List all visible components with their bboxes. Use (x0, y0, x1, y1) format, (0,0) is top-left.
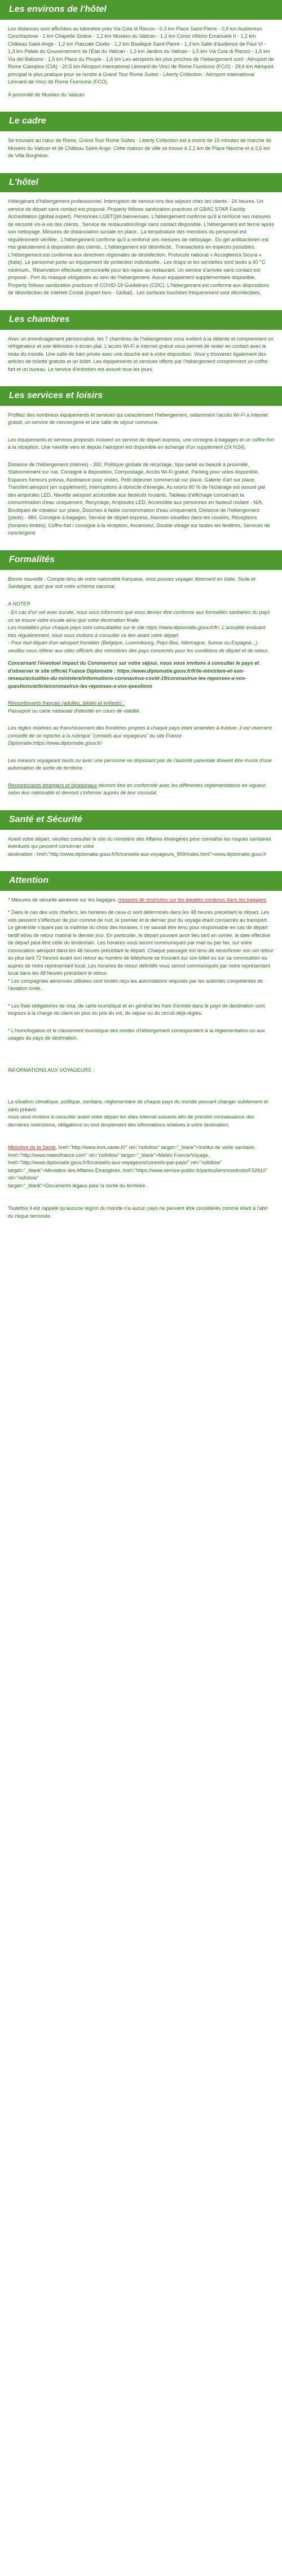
section-formalites (0, 570, 282, 810)
formalites-border-rules-text: Les règles relatives au franchissement des frontières propres à chaque pays étant amenées à évoluer, il est vivement conseillé de se reporter à la rubrique "conseils aux voyageurs" du site France Diplomatie:https://www.diplomatie.gouv.fr/ (8, 725, 272, 746)
attention-terrorism-text: Toutefois il est rappelé qu'aucune région du monde n'a aucun pays ne peuvent être considérés comme étant à l'abri du risque terroriste. (8, 1205, 268, 1219)
section-title-sante: Santé et Sécurité (0, 810, 282, 830)
formalites-coronavirus-text: Concernant l'éventuel impact du Coronavirus sur votre séjour, nous vous invitons à consulter le pays et d'observer le site officiel France Diplomatie : https://www.diplomatie.gouv.fr/fr/le-ministere-et-son-reseau/actualites-du-ministere/informations-coronavirus-covid-19/coronavirus-les-reponses-a-vos-questions/article/coronavirus-les-reponses-a-vos-questions (8, 660, 259, 689)
services-list-text: Distance de l'hébergement (mètres) - 300, Politique globale de recyclage, Spa santé ou beauté à proximité, Stationnement sur rue, Consigne à disposition, Compostage, Accès Wi-Fi gratuit, Parking pour vélos disponible, Espaces fumeurs prévus, Assistance pour visites, Petit-déjeuner commercial sur place, Galerie d'art sur place, Transfert aéroport (en supplément), Interruptions à domicile d'énergie, Au moins 80 % de l'éclairage est assuré par des ampoules LED, Navette aéroport accessible aux fauteuils roulants, Tableau d'affichage concernant la consommation d'eau uniquement, Recyclage, Ampoules LED, Accessible aux personnes en fauteuil roulant - N/A, Boutiques de créateur sur place, Douches à faible consommation d'eau uniquement, Distance de l'hébergement (pieds) - 984, Consigne à bagages, Service de départ express, Alarmes visuelles dans les couloirs, Réceptions (horaires limités), Coffre-fort / consigne à la réception, Ascenseur, Double vitrage sur toutes les fenêtres, Services de conciergerie (8, 461, 270, 536)
attention-baggage-label: * Mesures de sécurité aérienne sur les bagages: (8, 896, 118, 903)
section-title-hotel: L'hôtel (0, 173, 282, 193)
section-cadre (0, 131, 282, 173)
environs-distances-text: Les distances sont affichées au kilomètre près Via Cola di Rienzo - 0,3 km Place Saint-Pierre - 0,9 km Auditorium Conciliazione - 1 km Chapelle Sixtine - 1,2 km Musées du Vatican - 1,2 km Corso Vittorio Emanuele II - 1,2 km Château Saint-Ange - 1,2 km Piazzale Clodio - 1,2 km Basilique Saint-Pierre - 1,3 km Salle d'audience de Paul VI - 1,3 km Palais du Gouvernement de l'État du Vatican - 1,3 km Jardins du Vatican - 1,5 km Via Cola di Rienzo - 1,5 km Via del Babuino - 1,5 km Place du Peuple - 1,6 km Les aéroports les plus proches de l'hébergement sont : Aéroport de Rome Ciampino (CIA) - 20,5 km Aéroport international Léonard-de-Vinci de Rome Fiumicino (FCO) - 29,6 km Aéroport principal le plus pratique pour se rendre à Grand Tour Rome Suites - Liberty Collection : Aéroport international Léonard-de-Vinci de Rome Fiumicino (FCO). (8, 25, 274, 85)
cadre-text: Se trouvant au cœur de Rome, Grand Tour Rome Suites - Liberty Collection est à moins de 15 minutes de marche de Musées du Vatican et de Château Saint-Ange. Cette maison de ville se trouve à 2,1 km de Place Navone et à 2,5 km de Villa Borghèse. (8, 138, 272, 159)
baggage-restrictions-link[interactable]: mesures de restriction sur les liquides contenus dans les bagages (118, 896, 267, 903)
section-chambres (0, 330, 282, 387)
chambres-text: Avec un emménagement personnalisé, les 7 chambres de l'hébergement vous invitent à la détente et comprennent un réfrigérateur et une télévision à écran plat. L'accès Wi-Fi à Internet gratuit vous permet de rester en contact avec le reste du monde. Une salle de bain privée avec une douche est à votre disposition. Vous y trouverez également des articles de toilette gratuits et un bidet. Les équipements et services offerts par l'hébergement comprennent un coffre-fort et un bureau. Le service d'entretien est assuré tous les jours. (8, 335, 274, 372)
section-title-cadre: Le cadre (0, 112, 282, 131)
ministere-sante-link[interactable]: Ministère de la Santé (8, 1145, 56, 1151)
formalites-french-nationals-text: Passeport ou carte nationale d'identité en cours de validité. (8, 708, 141, 714)
formalites-foreign-nationals-body: devront être en conformité avec les différentes réglementations en vigueur, selon leur nationalité et devront s'informer auprès de leur consulat. (8, 782, 267, 796)
section-hotel (0, 192, 282, 310)
services-equipment-text: Les équipements et services proposés incluent un service de départ express, une consigne à bagages et un coffre-fort à la réception. Une navette vers et depuis l'aéroport est disponible en échange d'un supplément (24 h/24). (8, 436, 274, 450)
attention-charter-text: * Dans le cas des vols charters, les horaires de ceux-ci sont déterminés dans les 48 heures précédant le départ. Les vols peuvent s'effectuer de jour comme de nuit, le premier et le dernier jour du voyage étant consacrés au transport. Le génériste n'ayant pas la maîtrise du choix des horaires, il ne saurait être tenu pour responsable en cas de départ tardif et/ou de retour matinal le dernier jour. En particulier, le départ pouvant avoir lieu tard en soirée, la date effective de départ peut être celle du lendemain. Les horaires vous seront communiqués par mail ou par fax, sur votre convocation aéroport dans les 48 heures précédant le départ. Chaque passager est tenu de reconfirmer son vol retour au plus tard 72 heures avant son retour au numéro de téléphone se trouvant sur son billet ou sur sa convocation ou auprès de notre représentant local. Les horaires de retour définitifs vous seront communiqués par notre représentant local dans les 48 heures précédant le retour. * Les compagnies aériennes utilisées sont toutes reçu les autorisations requises par les autorités compétentes de l'aviation civile. (8, 909, 274, 992)
attention-traveler-info-heading: INFORMATIONS AUX VOYAGEURS : (8, 1067, 94, 1073)
formalites-minors-text: Les mineurs voyageant seuls ou avec une personne ne disposant pas de l'autorité parentale doivent être munis d'une autorisation de sortie de territoire. (8, 757, 272, 771)
services-intro-text: Profitez des nombreux équipements et services qui caractérisent l'hébergement, notamment l'accès Wi-Fi à Internet gratuit, un service de conciergerie et une salle de séjour commune. (8, 412, 268, 426)
formalites-foreign-nationals-text (8, 782, 274, 797)
sante-text: Avant votre départ, veuillez consulter le site du ministère des Affaires étrangères pour connaître les risques sanitaires éventuels qui peuvent concerner votre destination : href="http://www.diplomatie.gouv.fr/fr/conseils-aux-voyageurs_909/index.html">www.diplomatie.gouv.fr (8, 836, 271, 857)
section-title-chambres: Les chambres (0, 310, 282, 330)
section-title-attention: Attention (0, 871, 282, 891)
formalites-good-news: Bonne nouvelle : Compte tenu de votre nationalité française, vous pouvez voyager librement en Italie, Sicile et Sardaigne, quel que soit votre schéma vaccinal. (8, 576, 255, 590)
attention-links-body: , href="http://www.invs.sante.fr/" rel="nofollow" target="_blank">Institut de veille sanitaire, href="http://www.meteofrance.com" rel="nofollow" target="_blank">Météo France/Voyage, href="http://www.diplomatie.gouv.fr/fr/conseils-aux-voyageurs/conseils-par-pays/" rel="nofollow" target="_blank">Ministère des Affaires Étrangères, href="https://www.service-public.fr/particuliers/vosdroits/F32810" rel="nofollow" target="_blank">Documents légaux pour la sortie du territoire. (8, 1145, 268, 1188)
attention-situation-text: La situation climatique, politique, sanitaire, réglementaire de chaque pays du monde pouvant changer subitement et sans préavis nous vous invitons à consulter avant votre départ les sites Internet suivants afin de prendre connaissance des dernières restrictions, obligations ou tout simplement des informations relatives à votre destination. (8, 1099, 268, 1128)
section-title-services: Les services et loisirs (0, 386, 282, 406)
environs-proximity-text: À proximité de Musées du Vatican (8, 91, 85, 98)
section-title-formalites: Formalités (0, 550, 282, 570)
attention-baggage-text (8, 896, 274, 904)
formalites-foreign-nationals-label: Ressortissants étrangers et binationaux (8, 782, 98, 788)
hotel-text: Hôte/gérant d'hébergement professionnel. Interruption de service lors des séjours chez les clients - 24 heures. Un service de départ sans contact est proposé. Property follows sanitization practices of GBAC STAR Facility Accreditation (global expert). Personnes LGBTQIA bienvenues. L'hébergement confirme qu'il a renforcé ses mesures de sécurité vis-à-vis des clients.. Service de restauration/linge sans contact disponible. L'hébergement est fermé après son nettoyage. Mesures de distanciation sociale en place.. La température des membres du personnel est régulièrement vérifiée.. L'hébergement confirme qu'il a renforcé ses mesures de nettoyage.. Du gel antibactérien est mis gratuitement à disposition des clients.. L'hébergement est désinfecté.. Transactions en espèces possibles. L'hébergement est conforme aux directives régionales de désinfection. Protocole national « Accoglienza Sicura » (Italie). Le personnel porte un équipement de protection individuelle.. Les draps et les serviettes sont lavés à 60 °C minimum.. Réservation effectuée personnelle pour les repas au restaurant. Un service d'arrivée sans contact est proposé.. Port du masque obligatoire au sein de l'hébergement. Aucun équipement supplémentaire disponible. Property follows sanitization practices of COVID-19 Guidelines (CDC). L'hébergement est conforme aux dispositions de désinfection de Intertek Cristal (expert tiers - Global).. Les surfaces touchées fréquemment sont désinfectées. (8, 198, 274, 296)
attention-links-text (8, 1144, 274, 1190)
section-services (0, 406, 282, 550)
formalites-french-nationals-label: Ressortissants français (adultes, bébés et enfants) : (8, 700, 125, 706)
formalites-note-text: - En cas d'un vol avec escale, nous vous informons que vous devrez être conforme aux formalités sanitaires du pays où se trouve votre escale ainsi que votre destination finale. Les modalités pour chaque pays sont consultables sur le site https://www.diplomatie.gouv.fr/fr/. L'actualité évoluant très régulièrement, nous vous invitons à consulter ce lien avant votre départ. - Pour tout départ d'un aéroport frontalier (Belgique, Luxembourg, Pays-Bas, Allemagne, Suisse ou Espagne...), veuillez vous référer aux sites officiels des ministères des pays concernés pour les conditions de départ et de retour. (8, 609, 270, 653)
section-title-environs: Les environs de l'hôtel (0, 0, 282, 20)
formalites-note-label: A NOTER (8, 600, 30, 607)
section-environs (0, 20, 282, 112)
section-attention (0, 891, 282, 1234)
attention-classification-text: * L'homologation et le classement touristique des modes d'hébergement correspondent à la réglementation ou aux usages du pays de destination. (8, 1027, 265, 1041)
section-sante (0, 830, 282, 872)
attention-visa-text: * Les frais obligatoires de visa, de carte touristique et en général les frais d'entrée dans le pays de destination sont toujours à la charge du client en plus du prix du vol, du séjour ou du circuit déjà réglés. (8, 1002, 265, 1017)
